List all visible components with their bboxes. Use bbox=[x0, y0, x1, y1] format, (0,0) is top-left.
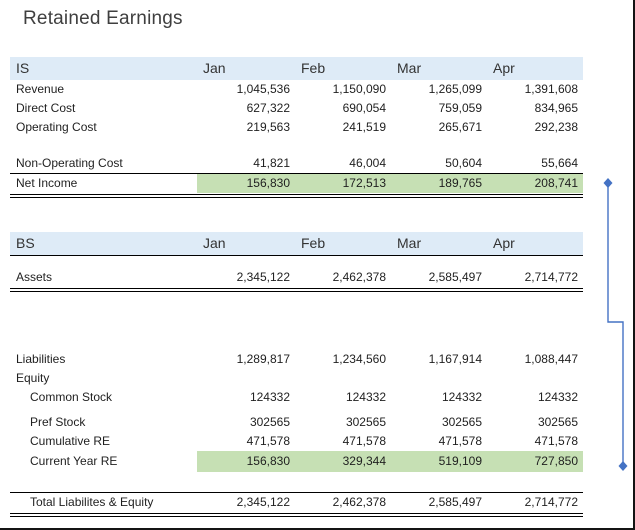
cell-mar: 519,109 bbox=[391, 451, 487, 472]
is-col-apr: Apr bbox=[493, 60, 515, 76]
spacer bbox=[10, 472, 583, 492]
cell-mar: 2,585,497 bbox=[428, 495, 482, 509]
cell-feb: 124332 bbox=[345, 390, 386, 404]
row-label: Revenue bbox=[16, 82, 65, 96]
cell-feb: 471,578 bbox=[342, 434, 386, 448]
row-label: Equity bbox=[16, 371, 50, 385]
cell-jan: 156,830 bbox=[197, 451, 295, 472]
cell-jan: 156,830 bbox=[197, 174, 295, 193]
row-label: Assets bbox=[16, 270, 53, 284]
is-col-feb: Feb bbox=[301, 60, 326, 76]
cell-jan: 2,345,122 bbox=[236, 495, 290, 509]
cell-jan bbox=[197, 369, 295, 388]
cell-apr bbox=[487, 369, 583, 388]
row-label: Common Stock bbox=[30, 390, 113, 404]
cell-mar bbox=[391, 369, 487, 388]
cell-feb: 46,004 bbox=[349, 156, 386, 170]
cell-jan: 219,563 bbox=[246, 120, 290, 134]
cell-mar: 124332 bbox=[441, 390, 482, 404]
cell-jan: 1,045,536 bbox=[236, 82, 290, 96]
cell-apr: 471,578 bbox=[534, 434, 578, 448]
cell-jan: 302565 bbox=[249, 415, 290, 429]
bs-header-row bbox=[10, 232, 583, 256]
bs-col-apr: Apr bbox=[493, 235, 515, 251]
double-underline bbox=[10, 513, 583, 517]
table-row-direct-cost bbox=[10, 99, 583, 118]
bs-col-feb: Feb bbox=[301, 235, 326, 251]
table-row-revenue bbox=[10, 80, 583, 99]
cell-feb: 329,344 bbox=[295, 451, 391, 472]
cell-feb bbox=[295, 369, 391, 388]
table-row-non-operating-cost bbox=[10, 154, 583, 173]
cell-mar: 189,765 bbox=[391, 174, 487, 193]
diamond-endpoint-icon bbox=[604, 178, 613, 188]
cell-mar: 50,604 bbox=[445, 156, 482, 170]
cell-apr: 1,391,608 bbox=[524, 82, 578, 96]
income-statement-table bbox=[10, 57, 583, 198]
is-col-jan: Jan bbox=[203, 60, 226, 76]
cell-mar: 1,265,099 bbox=[428, 82, 482, 96]
cell-mar: 471,578 bbox=[438, 434, 482, 448]
row-label: Direct Cost bbox=[16, 101, 76, 115]
table-row-assets bbox=[10, 268, 583, 287]
table-row-operating-cost bbox=[10, 118, 583, 137]
cell-apr: 1,088,447 bbox=[524, 352, 578, 366]
spacer bbox=[10, 256, 583, 268]
row-label: Current Year RE bbox=[30, 454, 118, 468]
cell-mar: 2,585,497 bbox=[428, 270, 482, 284]
cell-feb: 302565 bbox=[345, 415, 386, 429]
cell-feb: 241,519 bbox=[342, 120, 386, 134]
page-title: Retained Earnings bbox=[23, 8, 183, 29]
cell-jan: 124332 bbox=[249, 390, 290, 404]
cell-feb: 1,234,560 bbox=[332, 352, 386, 366]
row-label: Liabilities bbox=[16, 352, 66, 366]
diamond-endpoint-icon bbox=[619, 461, 628, 471]
balance-sheet-table bbox=[10, 232, 583, 517]
is-col-mar: Mar bbox=[397, 60, 422, 76]
table-row-cumulative-re bbox=[10, 432, 583, 451]
cell-apr: 2,714,772 bbox=[524, 270, 578, 284]
cell-apr: 727,850 bbox=[487, 451, 583, 472]
table-row-net-income bbox=[10, 173, 583, 193]
double-underline bbox=[10, 194, 583, 198]
row-label: Cumulative RE bbox=[30, 434, 111, 448]
cell-jan: 471,578 bbox=[246, 434, 290, 448]
bs-col-jan: Jan bbox=[203, 235, 226, 251]
spacer bbox=[10, 292, 583, 350]
cell-jan: 627,322 bbox=[246, 101, 290, 115]
cell-apr: 2,714,772 bbox=[524, 495, 578, 509]
cell-feb: 1,150,090 bbox=[332, 82, 386, 96]
cell-apr: 55,664 bbox=[541, 156, 578, 170]
spacer bbox=[10, 137, 583, 154]
row-label: Pref Stock bbox=[30, 415, 86, 429]
cell-mar: 302565 bbox=[441, 415, 482, 429]
is-header-row bbox=[10, 57, 583, 80]
table-row-liabilities bbox=[10, 350, 583, 369]
cell-mar: 759,059 bbox=[438, 101, 482, 115]
bs-col-mar: Mar bbox=[397, 235, 422, 251]
row-label: Non-Operating Cost bbox=[16, 156, 123, 170]
cell-feb: 2,462,378 bbox=[332, 495, 386, 509]
cell-feb: 690,054 bbox=[342, 101, 386, 115]
cell-feb: 2,462,378 bbox=[332, 270, 386, 284]
cell-mar: 1,167,914 bbox=[428, 352, 482, 366]
bs-header-label: BS bbox=[16, 235, 35, 251]
connector-net-income-to-current-year-re bbox=[588, 170, 635, 480]
table-row-total-liabilities-equity bbox=[10, 492, 583, 512]
cell-mar: 265,671 bbox=[438, 120, 482, 134]
cell-jan: 1,289,817 bbox=[236, 352, 290, 366]
cell-apr: 208,741 bbox=[487, 174, 583, 193]
cell-apr: 124332 bbox=[537, 390, 578, 404]
table-row-equity bbox=[10, 369, 583, 388]
cell-jan: 2,345,122 bbox=[236, 270, 290, 284]
row-label: Total Liabilites & Equity bbox=[30, 495, 154, 509]
cell-apr: 834,965 bbox=[534, 101, 578, 115]
cell-feb: 172,513 bbox=[295, 174, 391, 193]
table-row-common-stock bbox=[10, 388, 583, 407]
table-row-current-year-re bbox=[10, 451, 583, 472]
row-label: Operating Cost bbox=[16, 120, 97, 134]
table-row-pref-stock bbox=[10, 413, 583, 432]
cell-apr: 292,238 bbox=[534, 120, 578, 134]
row-label: Net Income bbox=[16, 176, 78, 190]
is-header-label: IS bbox=[16, 60, 30, 76]
cell-jan: 41,821 bbox=[253, 156, 290, 170]
cell-apr: 302565 bbox=[537, 415, 578, 429]
